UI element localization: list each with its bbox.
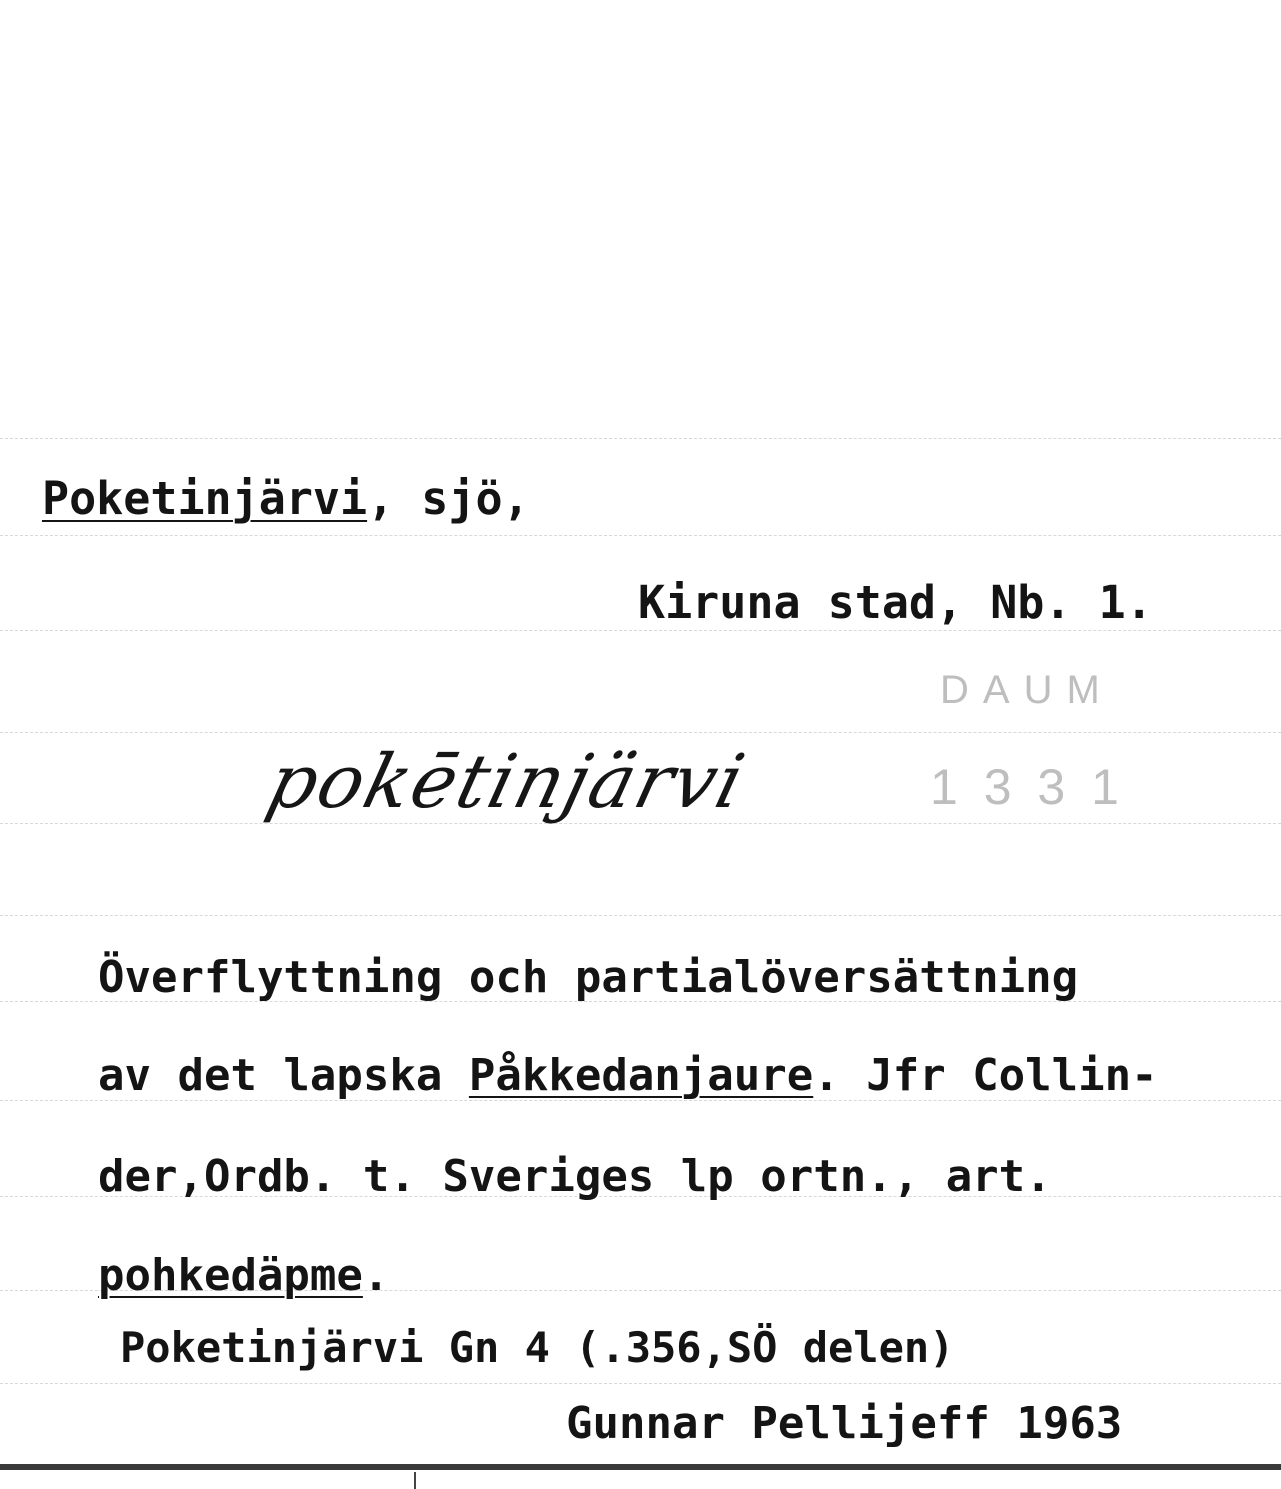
- map-reference: Poketinjärvi Gn 4 (.356,SÖ delen): [120, 1323, 955, 1372]
- handwritten-name: pokētinjärvi: [259, 739, 755, 825]
- body-line-2: [98, 1050, 1158, 1101]
- ruling-line: [0, 535, 1281, 536]
- card-edge-tick: [414, 1472, 416, 1489]
- headword-line: [42, 472, 530, 525]
- article-word: pohkedäpme: [98, 1250, 363, 1301]
- ruling-line: [0, 438, 1281, 439]
- body-line-2-pre: av det lapska: [98, 1050, 469, 1101]
- body-line-4-post: .: [362, 1250, 390, 1301]
- headword: Poketinjärvi: [42, 472, 368, 525]
- signature: Gunnar Pellijeff 1963: [566, 1398, 1123, 1449]
- ruling-line: [0, 915, 1281, 916]
- body-line-4: [98, 1250, 390, 1301]
- body-line-1: Överflyttning och partialöversättning: [98, 952, 1079, 1003]
- ruling-line: [0, 630, 1281, 631]
- headword-suffix: , sjö,: [367, 472, 530, 525]
- stamp-label: DAUM: [940, 668, 1114, 712]
- stamp-number: 1 3 3 1: [930, 759, 1125, 815]
- body-line-3: der,Ordb. t. Sveriges lp ortn., art.: [98, 1151, 1052, 1202]
- ruling-line: [0, 1383, 1281, 1384]
- card-bottom-edge: [0, 1464, 1281, 1470]
- ruling-line: [0, 732, 1281, 733]
- lapp-name: Påkkedanjaure: [468, 1050, 814, 1101]
- location: Kiruna stad, Nb. 1.: [638, 576, 1153, 629]
- body-line-2-post: . Jfr Collin-: [813, 1050, 1158, 1101]
